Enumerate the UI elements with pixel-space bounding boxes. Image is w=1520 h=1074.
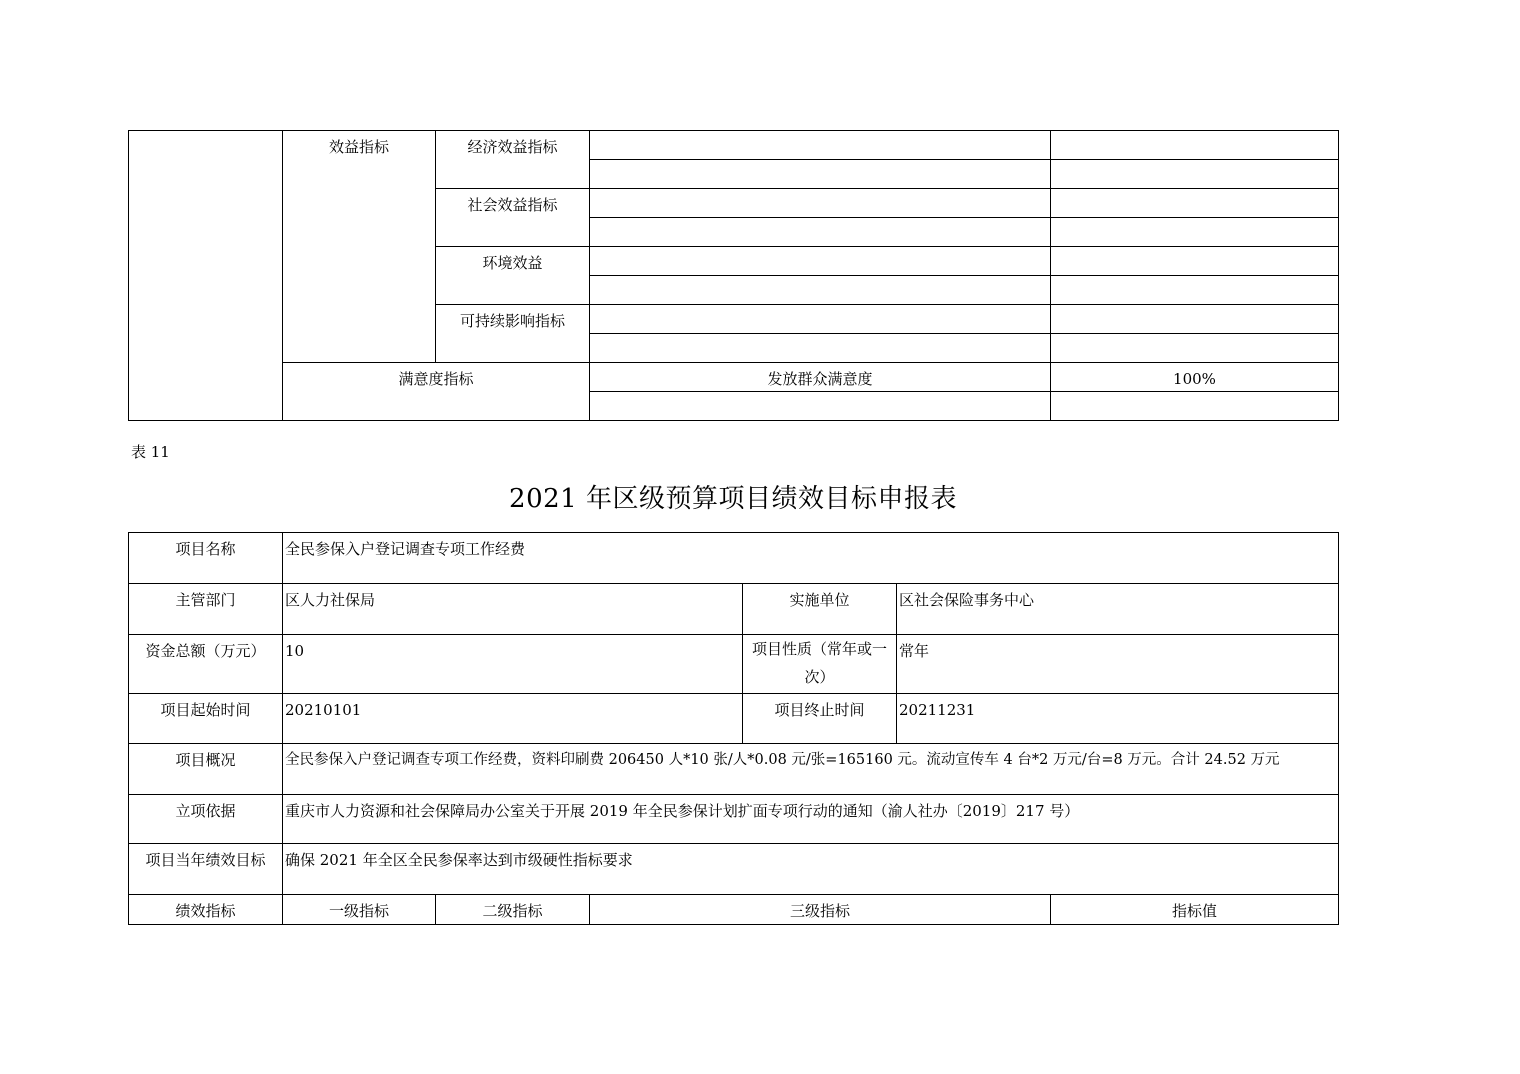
form-title: 2021 年区级预算项目绩效目标申报表 — [509, 484, 957, 514]
total-funds-label: 资金总额（万元） — [129, 635, 283, 694]
start-time-label: 项目起始时间 — [129, 694, 283, 744]
blank-cell — [129, 131, 283, 421]
implementing-unit-label: 实施单位 — [743, 584, 897, 635]
benefit-indicator-label: 效益指标 — [283, 131, 436, 363]
table-cell — [1051, 276, 1339, 305]
table-cell — [590, 131, 1051, 160]
project-name-label: 项目名称 — [129, 533, 283, 584]
overview-label: 项目概况 — [129, 744, 283, 795]
table-cell — [590, 305, 1051, 334]
satisfaction-item: 发放群众满意度 — [590, 363, 1051, 392]
table-cell — [1051, 392, 1339, 421]
end-time-value: 20211231 — [897, 694, 1339, 744]
social-benefit-label: 社会效益指标 — [436, 189, 590, 247]
goal-label: 项目当年绩效目标 — [129, 844, 283, 895]
project-nature-label: 项目性质（常年或一次） — [743, 635, 897, 694]
level1-indicator-header: 一级指标 — [283, 895, 436, 925]
end-time-label: 项目终止时间 — [743, 694, 897, 744]
project-nature-value: 常年 — [897, 635, 1339, 694]
level3-indicator-header: 三级指标 — [590, 895, 1051, 925]
project-name-value: 全民参保入户登记调查专项工作经费 — [283, 533, 1339, 584]
table-cell — [590, 392, 1051, 421]
goal-value: 确保 2021 年全区全民参保率达到市级硬性指标要求 — [283, 844, 1339, 895]
basis-label: 立项依据 — [129, 795, 283, 844]
level2-indicator-header: 二级指标 — [436, 895, 590, 925]
satisfaction-indicator-label: 满意度指标 — [283, 363, 590, 421]
project-application-table — [128, 532, 1339, 925]
table-cell — [590, 334, 1051, 363]
table-cell — [1051, 305, 1339, 334]
table-cell — [1051, 131, 1339, 160]
table-cell — [1051, 247, 1339, 276]
table-cell — [1051, 218, 1339, 247]
table-cell — [1051, 160, 1339, 189]
environment-benefit-label: 环境效益 — [436, 247, 590, 305]
total-funds-value: 10 — [283, 635, 743, 694]
satisfaction-value: 100% — [1051, 363, 1339, 392]
indicator-value-header: 指标值 — [1051, 895, 1339, 925]
table-cell — [590, 218, 1051, 247]
economic-benefit-label: 经济效益指标 — [436, 131, 590, 189]
table-cell — [590, 189, 1051, 218]
table-number-label: 表 11 — [131, 443, 170, 461]
table-cell — [590, 160, 1051, 189]
basis-value: 重庆市人力资源和社会保障局办公室关于开展 2019 年全民参保计划扩面专项行动的通知（渝人社办〔2019〕217 号） — [283, 795, 1339, 844]
table-cell — [1051, 334, 1339, 363]
table-cell — [590, 247, 1051, 276]
indicator-table-continued — [128, 130, 1339, 421]
start-time-value: 20210101 — [283, 694, 743, 744]
sustainable-impact-label: 可持续影响指标 — [436, 305, 590, 363]
table-cell — [1051, 189, 1339, 218]
department-label: 主管部门 — [129, 584, 283, 635]
overview-value: 全民参保入户登记调查专项工作经费，资料印刷费 206450 人*10 张/人*0.08 元/张=165160 元。流动宣传车 4 台*2 万元/台=8 万元。合计 24.52 万元 — [283, 744, 1339, 795]
department-value: 区人力社保局 — [283, 584, 743, 635]
implementing-unit-value: 区社会保险事务中心 — [897, 584, 1339, 635]
performance-indicator-label: 绩效指标 — [129, 895, 283, 925]
table-cell — [590, 276, 1051, 305]
